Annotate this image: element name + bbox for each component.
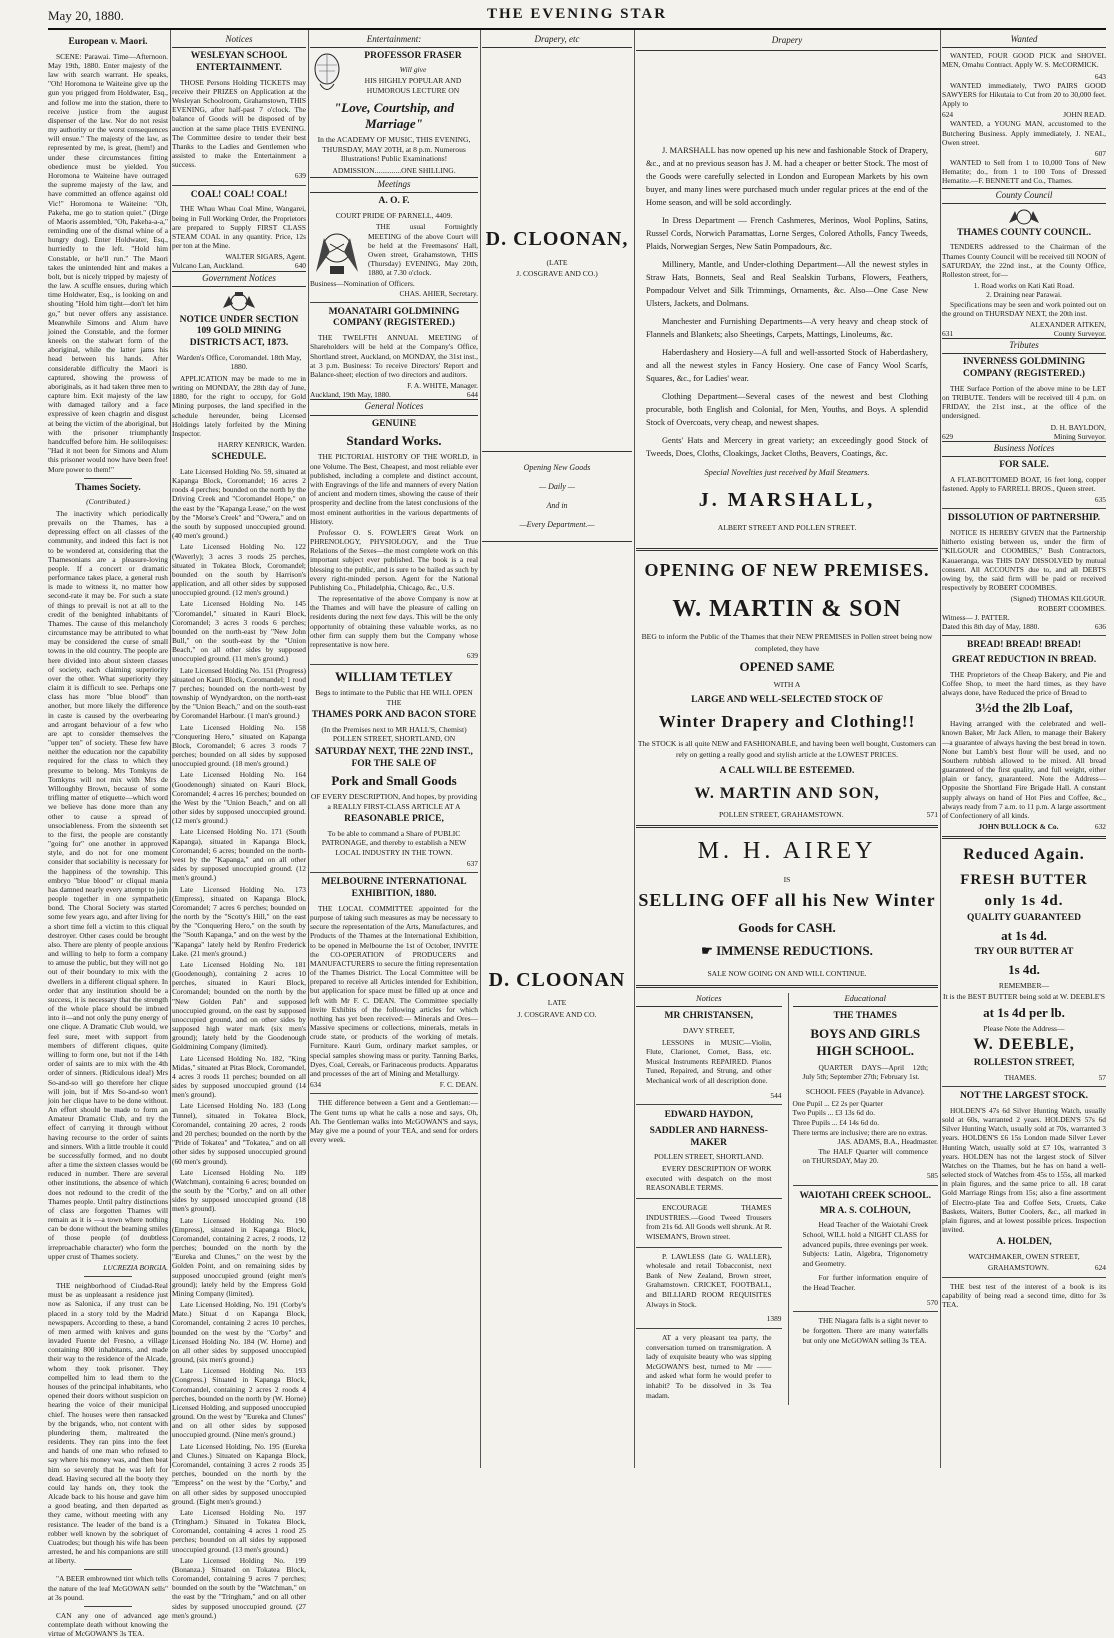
school-fee: Three Pupils ... £4 14s 6d do. <box>792 1117 880 1127</box>
butter-reduced: Reduced Again. <box>963 846 1085 864</box>
divider <box>636 825 938 828</box>
notices-educational <box>636 993 938 1405</box>
martin-call: A CALL WILL BE ESTEEMED. <box>719 766 855 777</box>
martin-winter: Winter Drapery and Clothing!! <box>658 712 916 732</box>
wanted-ad: WANTED immediately, TWO PAIRS GOOD SAWYERS for Hikutaia to Cut from 20 to 30,000 feet. Apply to <box>942 80 1106 109</box>
school-text: Head Teacher of the Waiotahi Creek School, WILL hold a NIGHT CLASS for advanced pupils, three evenings per week. Subjects: Latin, Algebra, Trigonometry and Geometry. <box>802 1220 928 1268</box>
royal-crest-icon <box>219 290 259 312</box>
schedule-item: Late Licensed Holding No. 171 (South Kapanga), situated in Kapanga Block, Coromandel; 6 acres; bounded on the north-west by the "Kapanga," and on all other sides by supposed unoccupied ground. (12 men's ground.) <box>172 827 306 883</box>
butter-try: TRY OUR BUTTER AT <box>974 947 1074 958</box>
notice-text: THE LOCAL COMMITTEE appointed for the purpose of taking such measures as may be necessary to secure the representation of the Arts, Manufactures, and Products of the Thames at the International Exhibition, to be opened in Melbourne the 1st of October, INVITE the CO-OPERATION of PRODUCERS and MANUFACTURERS to secure the fitting representation of the Thames District. The Local Committee will be prepared to receive all Articles intended for Exhibition, but application for space must be filled up at once and left with Mr F. C. DEAN. The Committee specially invite Exhibits of the following articles for which nothing has yet been received:— Minerals and Ores—Massive specimens or collections, minerals, metals in crude state, or products of the working of metals. Furniture. Kauri Gum, ordinary market samples, or special samples showing mass or purity. Tanning Barks, Dyes, Coal, Cereals, or Farinaceous products. Apparatus and processes of the art of Mining and Metallurgy. <box>310 903 478 1078</box>
divider <box>84 478 132 479</box>
tribute-text: THE Surface Portion of the above mine to be LET on TRIBUTE. Tenders will be received till 4 p.m. on FRIDAY, the 21st inst., at the office of the undersigned. <box>942 383 1106 421</box>
meeting-heading: A. O. F. <box>378 196 410 207</box>
notice-number: 635 <box>1094 495 1106 505</box>
article-text: SCENE: Parawai. Time—Afternoon. May 19th, 1880. Enter majesty of the law with search warrant. He speaks, "Oh! Horomona te Waiteine give up the gun you prigged from Holdwater, Esq., and follow me into the station, there to receive justice from the august dispenser of the law. Nor do not resist my authority or the worst consequences will ensue." The majesty of the law, as represented by me, is great, (hem!) and under these circumstances fitting obedience must be yielded. You Horomona te Waiteine have outraged the supreme majesty of the law, and have committed an offence against old Vic!" Horomona te Waiteine: "Oh, Pakeha, me go to station quiet." (Dirge of Maoris assembled, "Oh, Pakeha-a-a," reminding one of the dismal whine of a hungry dog). Enter Holdwater, Esq., hurriedly to the left. "Hold him Constable, or he'll run." The Maori takes the unintended hint and makes a bolt, but is nicely tripped by majesty of the law. A scuffle ensues, during which time Holdwater, Esq., is looking on and shouting "Hold him tight—don't let him go," but never offers any assistance. Meanwhile Simons and Alum have joined the Constable, and the former kneels on the stalwart form of the aboriginal, while the latter jams his head between his hands. After considerable difficulty the Maori is captured, showing the prowess of aboriginals, as it had taken three men to capture him. Exit majesty of the law with damaged tailory and a face expressive of keen chagrin and disgust at being the victim of the aboriginal, but with the prisoner triumphantly handcuffed before him. He soliloquises: "Had it not been for Simons and Alum this prisoner would now have been free! More power to them!" <box>48 51 168 474</box>
notice-text: THE PICTORIAL HISTORY OF THE WORLD, in one Volume. The Best, Cheapest, and most reliable ever published, including a complete and distinct account, with Engravings of the life and manners of every Nation of ancient and modern times, showing the cause of their prosperity and decline from the latest conclusions of the most eminent authorities in the various departments of History. <box>310 452 478 526</box>
notice-heading: COAL! COAL! COAL! <box>190 189 288 200</box>
divider <box>636 1104 782 1105</box>
divider <box>84 1606 132 1607</box>
schedule-item: Late Licensed Holding No. 122 (Waverly); 3 acres 3 roods 25 perches, situated in Tokatea Block, Coromandel; bounded on the south by Harrison's application, and all other sides by supposed unoccupied ground. (12 men's ground.) <box>172 542 306 598</box>
tetley-store: THAMES PORK AND BACON STORE <box>311 710 477 721</box>
notice-number: 570 <box>926 1297 938 1307</box>
divider <box>636 985 938 988</box>
lecture-ad <box>310 51 478 97</box>
divider <box>84 1569 132 1570</box>
bread-text: THE Proprietors of the Cheap Bakery, and Pie and Coffee Shop, to meet the hard times, as they have always done, have Reduced the price of Bread to <box>942 669 1106 697</box>
airey-reductions: ☛ IMMENSE REDUCTIONS. <box>701 943 873 959</box>
schedule-item: Late Licensed Holding No. 164 (Goodenough) situated on Kauri Block, Coromandel; 4 acres 16 perches; bounded on the West by the "Union Beach," and on all other sides by supposed unoccupied ground. (12 men's ground.) <box>172 770 306 826</box>
martin-large: LARGE AND WELL-SELECTED STOCK OF <box>691 694 883 705</box>
column-5 <box>636 34 938 1468</box>
tetley-heading: WILLIAM TETLEY <box>335 669 453 685</box>
tribute-heading: INVERNESS GOLDMINING COMPANY (REGISTERED.) <box>962 357 1086 380</box>
notice-heading: WESLEYAN SCHOOL ENTERTAINMENT. <box>190 51 288 73</box>
drapery-text: In Dress Department — French Cashmeres, Merinos, Wool Poplins, Satins, Russel Cords, Norwich Paramattas, Lorne Serges, Colored Atholls, Fancy Tweeds, Plaids, Norwegian Serges, New Satin Pompadours, &c. <box>646 216 928 252</box>
notice-text: Professor O. S. FOWLER'S Great Work on PHRENOLOGY, PHYSIOLOGY, and the True Relations of the Sexes—the most complete work on this important subject ever published. The book is a real blessing to the public, and is sure to be hailed as such by every right-minded person. Agent for the National Publishing Co., Philadelphia, Chicago, &c., U.S. <box>310 527 478 592</box>
divider <box>942 1086 1106 1087</box>
column-3 <box>310 34 478 1468</box>
tribute-signature: D. H. BAYLDON, <box>1050 422 1106 432</box>
schedule-item: Late Licensed Holding No. 59, situated at Kapanga Block, Coromandel; 16 acres 2 roods 4 perches; bounded on the north by the Driving Creek and "Coromandel Hope," on the east by the "Kapanga Lease," on the west by the "Morse's Creek" and "Owera," and on the south by supposed unoccupied ground. (40 men's ground.) <box>172 466 306 541</box>
column-rule <box>634 30 635 1468</box>
business-text: A FLAT-BOTTOMED BOAT, 16 feet long, copper fastened. Apply to FARRELL BROS., Queen street. <box>942 474 1106 494</box>
lecture-title: "Love, Courtship, and Marriage" <box>334 100 454 132</box>
meeting-text: THE TWELFTH ANNUAL MEETING of Shareholders will be held at the Company's Office, Shortland street, Auckland, on MONDAY, the 31st inst., at 3 p.m. Business: To receive Directors' Report and Balance-sheet; election of two directors and auditors. <box>310 333 478 379</box>
christansen-name: MR CHRISTANSEN, <box>664 1011 753 1022</box>
bread-price: 3½d the 2lb Loaf, <box>975 700 1073 716</box>
newspaper-title: THE EVENING STAR <box>486 6 668 22</box>
airey-goods: Goods for CASH. <box>738 920 836 936</box>
divider <box>942 635 1106 636</box>
martin-address: POLLEN STREET, GRAHAMSTOWN. 571 <box>719 809 938 819</box>
notice-text: THE Niagara falls is a sight never to be forgotten. There are many waterfalls but only one McGOWAN selling 3s TEA. <box>802 1316 928 1345</box>
holden-town: GRAHAMSTOWN. 624 <box>988 1263 1106 1273</box>
notice-heading: Standard Works. <box>346 433 442 449</box>
divider <box>310 302 478 303</box>
column-1 <box>48 34 168 1638</box>
meeting-date: Auckland, 19th May, 1880. 644 <box>310 390 478 400</box>
educational-column <box>788 993 939 1405</box>
school-name: BOYS AND GIRLS HIGH SCHOOL. <box>810 1025 921 1058</box>
haydon-trade: SADDLER AND HARNESS-MAKER <box>649 1125 768 1149</box>
section-heading: Wanted <box>942 34 1106 48</box>
article-text: "A BEER embrowned tint which tells the nature of the leaf McGOWAN sells" at 3s pound. <box>48 1574 168 1602</box>
section-heading: Entertainment: <box>310 34 478 48</box>
council-surveyor: 631 County Surveyor. <box>942 329 1106 339</box>
meeting-signature: F. A. WHITE, Manager. <box>407 381 478 391</box>
airey-selling: SELLING OFF all his New Winter <box>638 890 936 911</box>
lecture-intro: HIS HIGHLY POPULAR AND HUMOROUS LECTURE ON <box>364 76 462 95</box>
schedule-item: Late Licensed Holding No. 199 (Bonanza.) Situated on Tokatea Block, Coromandel, containing 9 acres 7 perches; bounded on the south by the "Watchman," on the east by the "Tringham," and on all other sides by supposed unoccupied ground. (27 men's ground.) <box>172 1555 306 1620</box>
notice-number: 585 <box>926 1171 938 1180</box>
divider <box>310 664 478 665</box>
notice-text: THE difference between a Gent and a Gentleman:—The Gent turns up what he calls a nose and says, Oh, Ah. The Gentleman walks into McGOWAN'S and says, May give me a pound of your TEA, and send for orders every week. <box>310 1098 478 1145</box>
notice-text: THE best test of the interest of a book is its capability of being read a second time, ditto for 3s TEA. <box>942 1281 1106 1309</box>
school-fees-heading: SCHOOL FEES (Payable in Advance). <box>805 1086 925 1096</box>
tetley-pork: Pork and Small Goods <box>331 773 457 789</box>
deeble-town: THAMES. 57 <box>1004 1072 1106 1082</box>
notice-signature: 634 F. C. DEAN. <box>310 1080 478 1090</box>
airey-name: M. H. AIREY <box>697 838 877 865</box>
notice-text: LESSONS in MUSIC—Violin, Flute, Clarionet, Cornet, Bass, etc. Musical Instruments REPAIRED. Pianos Tuned, Repaired, and Strung, and other Mechanical work of all description done. <box>646 1037 772 1086</box>
cloonan-cosgrave: J. COSGRAVE AND CO. <box>517 1009 597 1019</box>
haydon-name: EDWARD HAYDON, <box>664 1110 753 1121</box>
butter-quality: QUALITY GUARANTEED <box>967 913 1081 924</box>
article-heading: European v. Maori. <box>68 37 148 47</box>
meeting-business: Business—Nomination of Officers. <box>310 279 415 289</box>
wanted-signature: 624 JOHN READ. <box>942 110 1106 120</box>
deeble-street: ROLLESTON STREET, <box>973 1058 1075 1069</box>
notice-signature: WALTER SIGARS, Agent. <box>225 252 306 262</box>
tetley-date: SATURDAY NEXT, THE 22ND INST., FOR THE SALE OF <box>315 746 473 769</box>
cloonan-name: D. CLOONAN <box>488 968 626 991</box>
column-4 <box>482 34 632 1468</box>
wanted-ad: WANTED, FOUR GOOD PICK and SHOVEL MEN, Omahu Contract. Apply W. S. McCORMICK. <box>942 51 1106 70</box>
notices-column <box>636 993 782 1405</box>
tetley-price: REASONABLE PRICE, <box>344 814 444 825</box>
council-text: Specifications may be seen and work pointed out on the ground on THURSDAY NEXT, the 20th inst. <box>942 299 1106 318</box>
page-date: May 20, 1880. <box>48 8 124 23</box>
council-item: 1. Road works on Kati Kati Road. <box>973 281 1075 291</box>
article-signature: LUCREZIA BORGIA. <box>103 1262 168 1272</box>
notice-number: 637 <box>466 859 478 869</box>
column-rule <box>940 30 941 1468</box>
school-text: There terms are inclusive; there are no extras. <box>792 1127 928 1137</box>
martin-intro: BEG to inform the Public of the Thames that their NEW PREMISES in Pollen street being now completed, they have <box>641 632 933 653</box>
notice-text: P. LAWLESS (late G. WALLER), wholesale and retail Tobacconist, next Bank of New Zealand, Brown street, Grahamstown. CRICKET, FOOTBALL, and BILLIARD ROOM REQUISITES Always in Stock. <box>646 1251 772 1309</box>
business-witness: Witness— J. PATTER. <box>942 612 1010 622</box>
butter-note: Please Note the Address— <box>983 1023 1065 1033</box>
section-heading: Educational <box>793 993 939 1007</box>
schedule-item: Late Licensed Holding, No. 191 (Corby's Mate.) Situat d on Kapanga Block, Coromandel, containing 2 acres 10 perches, bounded on the west by the "Corby" and Licensed Holding No. 184 (W. Horne) and on all other sides by supposed unoccupied ground, (six men's ground.) <box>172 1300 306 1365</box>
notice-number: 639 <box>466 651 478 661</box>
schedule-item: Late Licensed Holding No. 181 (Goodenough), containing 2 acres 10 perches, situated in Kauri Block, Coromandel; bounded on the north by the "New Golden Pah" and supposed unoccupied ground, on the east by supposed unoccupied ground, and on other sides by supposed high water mark (six men's ground); lately held by the Goodenough Goldmining Company (limited). <box>172 959 306 1052</box>
article-byline: (Contributed.) <box>86 497 130 507</box>
cloonan-late: (LATE <box>546 257 568 267</box>
schedule-item: Late Licensed Holding No. 197 (Tringham.) Situated in Tokatea Block, Coromandel, containing 4 acres 1 rood 25 perches; bounded on all sides by supposed unoccupied ground. (13 men's ground.) <box>172 1507 306 1554</box>
marshall-address: ALBERT STREET AND POLLEN STREET. <box>717 523 857 533</box>
business-heading: DISSOLUTION OF PARTNERSHIP. <box>947 513 1101 524</box>
schedule-item: Late Licensed Holding No. 145 "Coromandel," situated in Kauri Block, Coromandel; 3 acres 3 roods 6 perches; bounded on the north-east by "New John Bull," on the south-east by the "Union Beach," on all other sides by supposed unoccupied ground. (11 men's ground.) <box>172 599 306 664</box>
haydon-street: POLLEN STREET, SHORTLAND. <box>653 1152 764 1162</box>
notice-heading: NOTICE UNDER SECTION 109 GOLD MINING DISTRICTS ACT, 1873. <box>179 314 299 349</box>
notice-heading: MELBOURNE INTERNATIONAL EXHIBITION, 1880. <box>321 877 467 900</box>
school-text: The HALF Quarter will commence on THURSDAY, May 20. <box>802 1146 928 1166</box>
schedule-item: Late Licensed Holding, No. 195 (Eureka and Clunes.) Situated on Kapanga Block, Coromandel, containing 3 acres 2 roods 35 perches, bounded on the north by the "Empress" on the west by the "Corby," and on all other sides by supposed unoccupied ground. (Eight men's ground.) <box>172 1441 306 1506</box>
butter-best: It is the BEST BUTTER being sold at W. DEEBLE'S <box>943 992 1105 1002</box>
school-name: WAIOTAHI CREEK SCHOOL. <box>799 1190 932 1201</box>
butter-remember: REMEMBER— <box>998 981 1050 990</box>
drapery-novelties: Special Novelties just received by Mail Steamers. <box>704 468 870 478</box>
christansen-street: DAVY STREET, <box>682 1025 735 1035</box>
notice-office: Warden's Office, Coromandel. 18th May, 1880. <box>176 353 302 372</box>
schedule-item: Late Licensed Holding No. 182, "King Midas," situated at Pitas Block, Coromandel, 4 acres 3 roods 11 perches; bounded on all sides by supposed unoccupied ground (14 men's ground). <box>172 1053 306 1100</box>
notice-text: APPLICATION may be made to me in writing on MONDAY, the 28th day of June, 1880, for the right to occupy, for Gold Mining purposes, the land specified in the schedule hereunder, being Licensed Holdings lately forfeited by the Mining Inspector. <box>172 373 306 438</box>
section-heading: General Notices <box>310 399 478 415</box>
business-signature: ROBERT COOMBES. <box>1037 603 1106 613</box>
notice-number: 607 <box>1094 148 1106 158</box>
tribute-title: 629 Mining Surveyor. <box>942 431 1106 441</box>
drapery-text: Manchester and Furnishing Departments—A very heavy and cheap stock of Flannels and Blankets; also Sheetings, Carpets, Mattings, Linoleums, &c. <box>646 317 928 340</box>
meeting-heading: MOANATAIRI GOLDMINING COMPANY (REGISTERED.) <box>328 306 460 329</box>
divider <box>793 1185 939 1186</box>
divider <box>942 508 1106 509</box>
airey-sale: SALE NOW GOING ON AND WILL CONTINUE. <box>707 968 867 978</box>
schedule-item: Late Licensed Holding No. 151 (Progress) situated on Kauri Block, Coromandel; 1 rood 7 perches; bounded on the north-west by township of Wyndyardton, on the north-east by the "Union Beach," and on the south-east by Coromandel Harbour. (1 man's ground.) <box>172 665 306 721</box>
school-fee: One Pupil ... £2 2s per Quarter <box>792 1098 884 1108</box>
business-text: NOTICE IS HEREBY GIVEN that the Partnership hitherto existing between us, under the firm of "KILGOUR and COOMBES," Bush Contractors, Kauaeranga, was THIS DAY DISSOLVED by mutual consent. All ACCOUNTS due to, and all DEBTS owing by, the said firm will be paid or received respectively by ROBERT COOMBES. <box>942 528 1106 593</box>
bread-signature: JOHN BULLOCK & Co. 632 <box>978 822 1106 832</box>
notice-text: ENCOURAGE THAMES INDUSTRIES.—Good Tweed Trousers from 21s 6d. All Goods well shrunk. At R. WISEMAN'S, Brown street. <box>646 1203 772 1241</box>
bread-reduction: GREAT REDUCTION IN BREAD. <box>951 654 1097 665</box>
notice-address: Vulcano Lan, Auckland. 640 <box>172 261 306 271</box>
drapery-text: Gents' Hats and Mercery in great variety; an exceedingly good Stock of Tweeds, Does, Cloths, Cloakings, Jacket Cloths, Beavers, Coatings, &c. <box>646 436 928 459</box>
cloonan-late: LATE <box>547 998 567 1008</box>
holden-text: HOLDEN'S 47s 6d Silver Hunting Watch, usually sold at 60s, warranted 2 years. HOLDEN'S 57s 6d Silver Hunting Watch, usually sold at 70s, warranted 3 years. HOLDEN'S £6 15s London made Silver Lever Hunting Watch, usually sold at £7 10s, warranted 3 years. HOLDEN has not the largest stock of Silver Watches on the Thames, but he has on hand a well-selected stock of Watches from 45s to 155s, all marked in plain figures, and the same price to all. 18 carat Gold Marriage Rings from 15s; also a fine assortment of Electro-plate Tea and Coffee Sets, Cruets, Cake Baskets, Waiters, Butter Coolers, &c., all marked in plain figures, and at lowest possible prices. Inspection invited. <box>942 1105 1106 1235</box>
council-heading: THAMES COUNTY COUNCIL. <box>957 227 1091 238</box>
section-heading: Notices <box>636 993 782 1007</box>
tetley-end: To be able to command a Share of PUBLIC PATRONAGE, and thereby to establish a NEW LOCAL INDUSTRY IN THE TOWN. <box>321 828 467 857</box>
business-dated: Dated this 8th day of May, 1880. 636 <box>942 621 1106 631</box>
notice-number: 643 <box>1094 71 1106 81</box>
martin-opened: OPENED SAME <box>739 658 835 674</box>
bread-text: Having arranged with the celebrated and well-known Baker, Mr Jack Allen, to manage their Bakery—a guarantee of always having the best bread in town. None but Lamb's best flour will be used, and no Southern rubbish allowed to be mixed. All bread guaranteed of the first quality, and full weight, either plain or fancy, guaranteed. Note the Address—Opposite the Shortland Fire Brigade Hall. A constant supply always on hand of Hot Pies and Coffee, &c., always ready from 7 a.m. to 11 p.m. A large assortment of Confectionery of all kinds. <box>942 719 1106 820</box>
column-rule <box>480 30 481 1468</box>
meeting-court: COURT PRIDE OF PARNELL, 4409. <box>335 210 453 220</box>
notice-signature: HARRY KENRICK, Warden. <box>217 440 306 450</box>
phrenology-head-icon <box>310 51 344 97</box>
section-heading: Drapery <box>636 34 938 51</box>
pointing-hand-icon: ☛ <box>701 943 717 959</box>
notice-number: 1389 <box>766 1314 782 1324</box>
section-heading: Tributes <box>942 338 1106 354</box>
drapery-text: Millinery, Mantle, and Under-clothing Department—All the newest styles in Straw Hats, Bonnets, Seal and Real Sealskin Turbans, Flowers, Feathers, Pompadour Velvet and Silk Trimmings, Ornaments, &c. Also—One Case New Ulsters, Jackets, and Dolmans. <box>646 260 928 309</box>
drapery-text: Haberdashery and Hosiery—A full and well-assorted Stock of Haberdashery, and all the newest styles in Fancy Hosiery. One case of Fancy Wool Scarfs, Squares, &c., for Ladies' wear. <box>646 348 928 384</box>
wanted-ad: WANTED, a YOUNG MAN, accustomed to the Butchering Business. Apply immediately, J. NEAL, Owen street. <box>942 119 1106 147</box>
foresters-emblem-icon <box>310 222 364 278</box>
divider <box>942 1277 1106 1278</box>
meeting-block <box>310 222 478 279</box>
wanted-ad: WANTED to Sell from 1 to 10,000 Tons of New Hematite; do., from 1 to 100 Tons of Dressed Hematite.—F. BENNETT and Co., Thames. <box>942 158 1106 186</box>
cloonan-cosgrave: J. COSGRAVE AND CO.) <box>516 269 598 279</box>
column-rule <box>170 30 171 1468</box>
notice-text: AT a very pleasant tea party, the conversation turned on transmigration. A lady of exquisite beauty who was sipping McGOWAN'S best, turned to Mr —— and asked what form he would prefer to inhabit? To be dissolved in 3s Tea madam. <box>646 1332 772 1400</box>
notice-number: 639 <box>294 171 306 181</box>
marshall-name: J. MARSHALL, <box>698 489 876 512</box>
deeble-name: W. DEEBLE, <box>973 1036 1075 1054</box>
section-heading: Government Notices <box>172 271 306 287</box>
meeting-text: THE usual Fortnightly MEETING of the above Court will be held at the Freemasons' Hall, Owen street, Grahamstown, THIS (Thursday) EVENING, May 20th, 1880, at 7.30 o'clock. <box>368 222 478 278</box>
article-heading: Thames Society. <box>75 482 141 493</box>
holden-heading: NOT THE LARGEST STOCK. <box>959 1091 1089 1102</box>
airey-is: IS <box>783 874 791 884</box>
drapery-text: J. MARSHALL has now opened up his new and fashionable Stock of Drapery, &c., and at no previous season has J. M. had a cheaper or better Stock. The most of the Goods were carefully selected in London and European Markets by his own buyer, and many lines were purchased much under regular prices at the end of the Home season, and will be sold accordingly. <box>646 145 928 207</box>
column-2 <box>172 34 306 1620</box>
schedule-item: Late Licensed Holding No. 193 (Congress.) Situated in Kapanga Block, Coromandel, containing 2 acres 2 roods 4 perches, bounded on the north by (W. Horne) Licensed Holding, and supposed unoccupied ground. On the west by "Eureka and Clunes" and on all other sides by supposed unoccupied ground. (Nine men's ground.) <box>172 1366 306 1440</box>
column-6 <box>942 34 1106 1468</box>
divider <box>84 1276 132 1277</box>
school-text: For further information enquire of the Head Teacher. <box>802 1273 928 1293</box>
school-text: QUARTER DAYS—April 12th; July 5th; September 27th; February 1st. <box>802 1062 928 1082</box>
section-heading: County Council <box>942 188 1106 204</box>
council-signature: ALEXANDER AITKEN, <box>1030 319 1106 329</box>
divider <box>636 1198 782 1199</box>
divider <box>942 836 1106 839</box>
council-item: 2. Draining near Parawai. <box>986 290 1062 300</box>
divider <box>310 1093 478 1094</box>
schedule-item: Late Licensed Holding No. 189 (Watchman), containing 6 acres; bounded on the south by the "Corby," and on all other sides by supposed unoccupied ground (18 men's ground). <box>172 1167 306 1214</box>
holden-address: WATCHMAKER, OWEN STREET, <box>968 1252 1080 1262</box>
business-heading: FOR SALE. <box>999 460 1049 471</box>
martin-stock: The STOCK is all quite NEW and FASHIONABLE, and having been well bought, Customers can rely on getting a really good and stylish article at the LOWEST PRICES. <box>637 738 937 760</box>
business-signature: (Signed) THOMAS KILGOUR. <box>1010 594 1106 604</box>
section-heading: Meetings <box>310 177 478 193</box>
martin-name-2: W. MARTIN AND SON, <box>694 784 880 802</box>
butter-heading: FRESH BUTTER <box>960 872 1088 889</box>
meeting-signature: CHAS. AHIER, Secretary. <box>399 288 478 298</box>
masthead <box>48 6 1106 30</box>
divider <box>636 1328 782 1329</box>
section-heading: Drapery, etc <box>482 34 632 48</box>
martin-with: WITH A <box>773 679 801 689</box>
schedule-heading: SCHEDULE. <box>211 452 267 463</box>
teacher-name: MR A. S. COLHOUN, <box>819 1205 911 1216</box>
school-signature: JAS. ADAMS, B.A., Headmaster. <box>837 1137 938 1147</box>
schedule-item: Late Licensed Holding No. 173 (Empress), situated on Kapanga Block, Coromandel; 7 acres 6 perches; bounded on the north by the "Scotty's Hill," on the east by the "Conquering Hero," on the south by the "South Kapanga," and on the west by the "Kapanga" lately held by Renfro Frederick Lake. (21 men's ground.) <box>172 884 306 958</box>
notice-text: THOSE Persons Holding TICKETS may receive their PRIZES on Application at the Wesleyan Schoolroom, Grahamstown, THIS EVENING, after half-past 7 o'clock. The balance of Goods will be disposed of by auction at the same place THIS EVENING. The Committee desire to tender their best Thanks to the Ladies and Gentlemen who assisted to make the Entertainment a success. <box>172 77 306 170</box>
tetley-every: OF EVERY DESCRIPTION, And hopes, by providing a REALLY FIRST-CLASS ARTICLE AT A <box>310 792 478 811</box>
article-text: CAN any one of advanced age contemplate death without knowing the virtue of McGOWAN'S 3s TEA. <box>48 1610 168 1638</box>
schedule-item: Late Licensed Holding No. 183 (Long Tunnel), situated in Tokatea Block, Coromandel, containing 20 acres, 2 roods and 20 perches; bounded on the north by the "Pride of Tokatea" and "Tokatea," and on all other sides by supposed unoccupied ground (60 men's ground). <box>172 1101 306 1166</box>
school-heading: THE THAMES <box>833 1011 897 1022</box>
butter-price: 1s 4d. <box>1008 961 1040 977</box>
opening-heading: OPENING OF NEW PREMISES. <box>644 560 930 581</box>
notice-heading: GENUINE <box>371 418 417 429</box>
butter-at: at 1s 4d. <box>1001 928 1047 944</box>
notice-text: EVERY DESCRIPTION OF WORK executed with despatch on the most REASONABLE TERMS. <box>646 1164 772 1193</box>
section-heading: Business Notices <box>942 441 1106 457</box>
notice-number: 544 <box>770 1090 782 1100</box>
lecture-admission: ADMISSION..............ONE SHILLING. <box>332 165 456 175</box>
bread-heading: BREAD! BREAD! BREAD! <box>966 640 1081 651</box>
lecture-will: Will give <box>399 64 427 74</box>
schedule-item: Late Licensed Holding No. 190 (Empress), situated in Kapanga Block, Coromandel, containing 2 acres, 2 roods, 12 perches; bounded on the north by the "Eureka and Clunes," on the west by the Golden Point, and on remaining sides by supposed unoccupied ground (eight men's ground); lately held by the Empress Gold Mining Company (limited). <box>172 1215 306 1298</box>
notice-text: The representative of the above Company is now at the Thames and will have the pleasure of calling on residents during the next few days. This will be the only opportunity of obtaining these valuable works, as no other firm can supply them but the Company whose representative is now here. <box>310 594 478 649</box>
notice-number: 640 <box>294 261 306 271</box>
divider <box>310 872 478 873</box>
tetley-premises: (In the Premises next to MR HALL'S, Chemist) POLLEN STREET, SHORTLAND, ON <box>321 724 467 744</box>
lecture-details: In the ACADEMY OF MUSIC, THIS EVENING, THURSDAY, MAY 20TH, at 8 p.m. Numerous Illustrations! Public Examinations! <box>317 135 471 164</box>
schedule-item: Late Licensed Holding No. 158 "Conquering Hero," situated on Kapanga Block, Coromandel; 6 acres 3 roods 7 perches; bounded on all sides by supposed unoccupied ground. (18 men's ground.) <box>172 722 306 769</box>
divider <box>172 185 306 186</box>
cloonan-name: D. CLOONAN, <box>485 228 629 251</box>
article-text: THE neighborhood of Ciudad-Real must be as unpleasant a residence just now as Salonica, if any trust can be placed in a story told by the Madrid newspapers. According to these, a band of men armed with knives and guns invaded Fuente del Fresno, a village containing 800 inhabitants, and made their way to the residence of the Alcade, whom they took prisoner. They compelled him to lead them to the houses of the principal inhabitants, who opened their doors without suspicion on hearing the voice of their municipal chief. The houses were then ransacked by the brigands, who, not content with plundering them, maltreated the residents. They ran pins into the feet and hands of one man who refused to say where his money was, and then beat him so severely that he was left for dead. Having secured all the booty they could lay hands on, they took the Alcade back to his house and gave him a good beating, and then departed as they came, without meeting with any resistance. The leader of the band is a robber well known by the sobriquet of Cuatrodes; but though his wife has been arrested, he and his companions are still at liberty. <box>48 1281 168 1566</box>
opening-goods-box: Opening New Goods — Daily — And in —Every Department.— <box>482 451 632 542</box>
tetley-begs: Begs to intimate to the Public that HE WILL OPEN THE <box>315 688 473 707</box>
royal-crest-icon <box>1006 207 1042 225</box>
divider <box>636 1247 782 1248</box>
school-fee: Two Pupils ... £3 13s 6d do. <box>792 1108 875 1118</box>
drapery-text: Clothing Department—Several cases of the newest and best Clothing procurable, both English and Colonial, for Men, Youths, and Boys. A splendid Stock of Overcoats, very cheap, and newest shapes. <box>646 392 928 428</box>
column-rule <box>308 30 309 1468</box>
butter-only: only 1s 4d. <box>984 892 1064 909</box>
divider <box>636 548 938 551</box>
council-text: TENDERS addressed to the Chairman of the Thames County Council will be received till NOON of SATURDAY, the 22nd inst., at the County Office, Rolleston street, for— <box>942 242 1106 279</box>
article-text: The inactivity which periodically prevails on the Thames, has a depressing effect on all classes of the community, and indeed this fact is not to be wondered at, considering that the Thamesonians are a pleasure-loving people. If a concert or dramatic performance takes place, a general rush is made to witness it, no matter how second-rate it may be. For such a state of things to prevail is not at all to the credit of the benighted inhabitants of Thames. The cause of this melancholy circumstance may be attributed to what may be considered the curse of small towns in the old country. The people are here divided into about sixteen classes of society, each claiming superiority over the other. What superiority they claim it is difficult to see. Perhaps one class has more "blue blood" than another, but more likely the difference in caste is caused by the overbearing and arrogant behaviour of a few who are apt to consider themselves the "upper ten" of society. These few have neither the education nor the capability required for the class to which they presume to belong. Mrs Tomkyns de Tomkyns will not mix with Mrs de Willoughby Brown, because of some trifling matter of etiquette—which word we believe has done more than any other to cause a spread of unsociableness. From the sixteenth set to the first, the people are constantly "going for" one another in approved style, and do not for one moment consider that sociability is necessary for the happiness of the township. This embryo "blue blood" or cliqual mania has damned nearly every attempt to join people together in one sympathetic bond. The Choral Society was started some few years ago, and after living for a short time fell a victim to this cliqual destroyer. Other cases could be brought also. There are plenty of people anxious and willing to help to form a company to amuse the public, but they will not go out of their boundary to mix with the dwellers in a different cliqual sphere. In order that any institution should be a success, it is necessary that the strength of the whole place should be imbued into it—and not only the puny energy of one clique. A Dramatic Club would, we feel sure, meet with support from members of different cliques, quite willing to form one, but not if the 14th order of saints are to mix with the 4th order of sinners. (Ridiculous idea!) Mrs So-and-so will go therefore her clique will join, but if Mrs So-and-so won't join her clique have to be done without. An effort should be made to form an Amateur Dramatic Club, and try the effect of carrying it through without having recourse to the order of saints and sinners. With a little trouble it could be successfully formed, and no doubt after a time the sixteen classes would be reduced in number. There are several other institutions, the absence of which does not redound to the credit of the Thames people. Until paltry distinctions of class are forgotten Thames will remain as it is —a town where nothing can be done without the beaming smiles of those people (of doubtless irreproachable character) who form the upper crust of Thames society. <box>48 508 168 1261</box>
divider <box>793 1311 939 1312</box>
lecturer-name: PROFESSOR FRASER <box>364 51 462 62</box>
martin-name: W. MARTIN & SON <box>672 595 902 622</box>
holden-name: A. HOLDEN, <box>996 1237 1052 1248</box>
notice-text: THE Whau Whau Coal Mine, Wangarei, being in Full Working Order, the Proprietors are prepared to Supply FIRST CLASS STEAM COAL in any quantity. Price, 12s per ton at the Mine. <box>172 204 306 251</box>
butter-per-lb: at 1s 4d per lb. <box>983 1004 1065 1020</box>
section-heading: Notices <box>172 34 306 48</box>
